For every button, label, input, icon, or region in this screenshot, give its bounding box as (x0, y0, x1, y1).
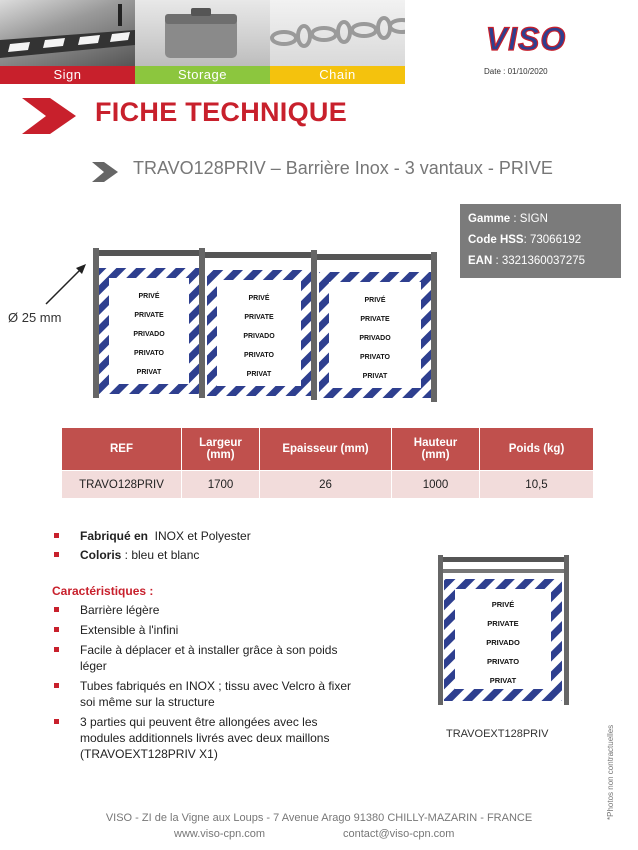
spec-table (62, 428, 593, 498)
cell-ref: TRAVO128PRIV (62, 470, 182, 498)
footer-website-link[interactable]: www.viso-cpn.com (174, 828, 266, 840)
list-item: Barrière légère (52, 602, 352, 618)
ean-row: EAN : 3321360037275 (468, 255, 586, 267)
panel-word: PRIVATO (486, 657, 520, 666)
characteristics-title: Caractéristiques : (52, 584, 154, 598)
panel-word: PRIVAT (246, 371, 272, 378)
thumbnail-storage (135, 0, 270, 84)
materials-list (52, 528, 352, 566)
bullet-square-icon (54, 647, 59, 652)
list-item: Coloris : bleu et blanc (52, 547, 352, 563)
header-epaisseur: Epaisseur (mm) (260, 428, 392, 470)
panel-word: PRIVADO (359, 335, 391, 342)
document-date: Date : 01/10/2020 (484, 67, 548, 76)
svg-text:VISO: VISO (485, 21, 567, 57)
list-item: Extensible à l'infini (52, 622, 352, 638)
panel-word: PRIVAT (136, 369, 162, 376)
footer-email-link[interactable]: contact@viso-cpn.com (343, 828, 455, 840)
header-largeur: Largeur (mm) (182, 428, 260, 470)
panel-word: PRIVADO (133, 331, 165, 338)
page-title: FICHE TECHNIQUE (95, 97, 348, 127)
bullet-square-icon (54, 533, 59, 538)
list-item: Facile à déplacer et à installer grâce à son poids léger (52, 642, 352, 674)
panel-word: PRIVAT (489, 676, 517, 685)
chain-photo (270, 0, 405, 66)
hss-row: Code HSS: 73066192 (468, 234, 582, 246)
panel-word: PRIVATO (244, 352, 274, 359)
panel-word: PRIVÉ (364, 297, 386, 304)
panel-word: PRIVATE (487, 619, 519, 628)
list-item: 3 parties qui peuvent être allongées avec les modules additionnels livrés avec deux maillons (TRAVOEXT128PRIV X1) (52, 714, 352, 762)
thumbnail-sign (0, 0, 135, 84)
product-subtitle: TRAVO128PRIV – Barrière Inox - 3 vantaux - PRIVE (133, 158, 553, 178)
bullet-square-icon (54, 607, 59, 612)
subtitle-arrow-icon (92, 162, 120, 182)
header-hauteur: Hauteur (mm) (392, 428, 480, 470)
list-item: Fabriqué en INOX et Polyester (52, 528, 352, 544)
photo-disclaimer: *Photos non contractuelles (606, 724, 615, 820)
panel-word: PRIVADO (486, 638, 520, 647)
bullet-square-icon (54, 683, 59, 688)
extension-product-label: TRAVOEXT128PRIV (446, 728, 549, 740)
panel-word: PRIVATO (134, 350, 164, 357)
extension-panel-image (430, 555, 575, 710)
gamme-row: Gamme : SIGN (468, 213, 548, 225)
thumbnail-label-chain: Chain (270, 66, 405, 84)
diameter-arrow-icon (44, 262, 89, 307)
spec-table-header (62, 428, 593, 470)
cell-epaisseur: 26 (260, 470, 392, 498)
panel-word: PRIVAT (362, 373, 388, 380)
table-row (62, 470, 593, 498)
bullet-square-icon (54, 552, 59, 557)
bullet-square-icon (54, 719, 59, 724)
header-thumbnails (0, 0, 405, 84)
panel-word: PRIVATE (360, 316, 390, 323)
sign-photo (0, 0, 135, 66)
panel-word: PRIVATE (134, 312, 164, 319)
bullet-square-icon (54, 627, 59, 632)
header-poids: Poids (kg) (480, 428, 593, 470)
cell-hauteur: 1000 (392, 470, 480, 498)
thumbnail-chain (270, 0, 405, 84)
viso-logo (470, 18, 582, 60)
barrier-3-panels-image (85, 240, 445, 410)
characteristics-list (52, 602, 352, 766)
title-arrow-icon (22, 98, 78, 134)
cell-poids: 10,5 (480, 470, 593, 498)
list-item: Tubes fabriqués en INOX ; tissu avec Velcro à fixer soi même sur la structure (52, 678, 352, 710)
thumbnail-label-storage: Storage (135, 66, 270, 84)
panel-word: PRIVÉ (248, 295, 270, 302)
panel-word: PRIVATO (360, 354, 390, 361)
panel-word: PRIVÉ (491, 600, 515, 609)
header-ref: REF (62, 428, 182, 470)
cell-largeur: 1700 (182, 470, 260, 498)
storage-photo (135, 0, 270, 66)
panel-word: PRIVÉ (138, 293, 160, 300)
panel-word: PRIVADO (243, 333, 275, 340)
thumbnail-label-sign: Sign (0, 66, 135, 84)
footer-address: VISO - ZI de la Vigne aux Loups - 7 Avenue Arago 91380 CHILLY-MAZARIN - FRANCE (105, 812, 533, 824)
panel-word: PRIVATE (244, 314, 274, 321)
tube-diameter-label: Ø 25 mm (8, 310, 62, 325)
product-info-box (460, 204, 621, 278)
